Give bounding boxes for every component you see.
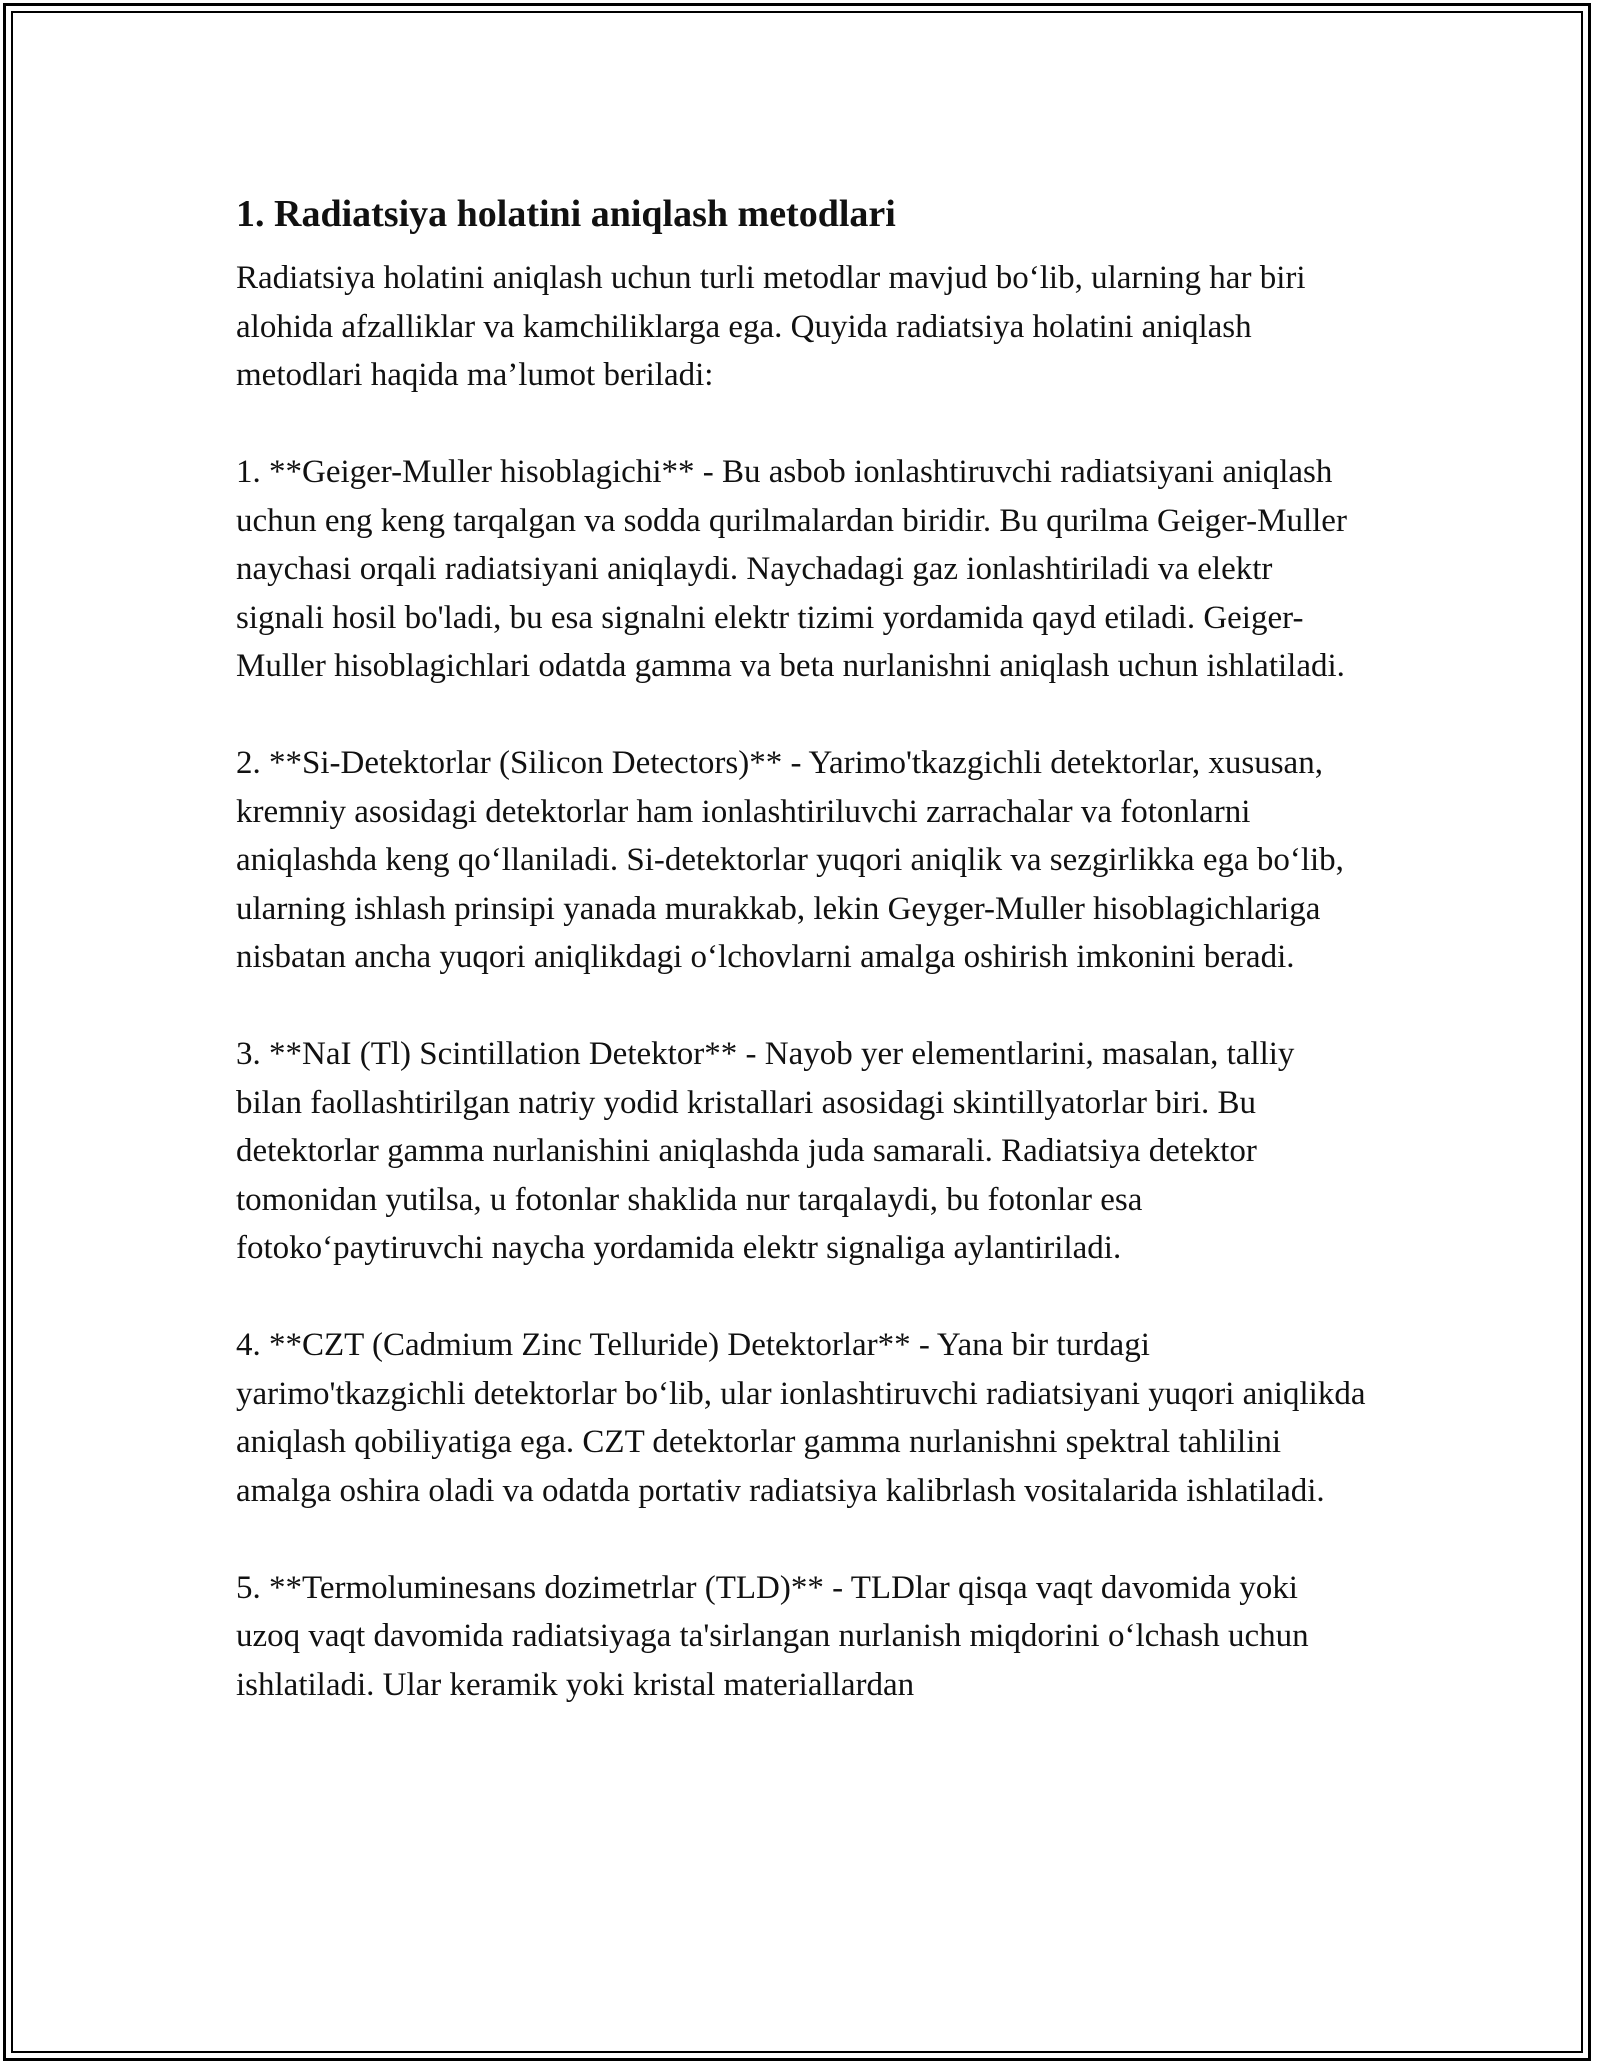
document-body bbox=[236, 186, 1366, 1709]
intro-paragraph: Radiatsiya holatini aniqlash uchun turli metodlar mavjud bo‘lib, ularning har biri alohida afzalliklar va kamchiliklarga ega. Quyida radiatsiya holatini aniqlash metodlari haqida ma’lumot beriladi: bbox=[236, 260, 1306, 393]
method-item-si-detectors: 2. **Si-Detektorlar (Silicon Detectors)** - Yarimo'tkazgichli detektorlar, xususan, kremniy asosidagi detektorlar ham ionlashtiriluvchi zarrachalar va fotonlarni aniqlashda keng qo‘llaniladi. Si-detektorlar yuqori aniqlik va sezgirlikka ega bo‘lib, ularning ishlash prinsipi yanada murakkab, lekin Geyger-Muller hisoblagichlariga nisbatan ancha yuqori aniqlikdagi o‘lchovlarni amalga oshirish imkonini beradi. bbox=[236, 745, 1344, 975]
method-item-czt-detectors: 4. **CZT (Cadmium Zinc Telluride) Detektorlar** - Yana bir turdagi yarimo'tkazgichli detektorlar bo‘lib, ular ionlashtiruvchi radiatsiyani yuqori aniqlikda aniqlash qobiliyatiga ega. CZT detektorlar gamma nurlanishni spektral tahlilini amalga oshira oladi va odatda portativ radiatsiya kalibrlash vositalarida ishlatiladi. bbox=[236, 1327, 1366, 1509]
method-item-geiger-muller: 1. **Geiger-Muller hisoblagichi** - Bu asbob ionlashtiruvchi radiatsiyani aniqlash uchun eng keng tarqalgan va sodda qurilmalardan biridir. Bu qurilma Geiger-Muller naychasi orqali radiatsiyani aniqlaydi. Naychadagi gaz ionlashtiriladi va elektr signali hosil bo'ladi, bu esa signalni elektr tizimi yordamida qayd etiladi. Geiger-Muller hisoblagichlari odatda gamma va beta nurlanishni aniqlash uchun ishlatiladi. bbox=[236, 454, 1347, 684]
method-item-tld-dosimeters: 5. **Termoluminesans dozimetrlar (TLD)** - TLDlar qisqa vaqt davomida yoki uzoq vaqt davomida radiatsiyaga ta'sirlangan nurlanish miqdorini o‘lchash uchun ishlatiladi. Ular keramik yoki kristal materiallardan bbox=[236, 1569, 1309, 1703]
section-heading: 1. Radiatsiya holatini aniqlash metodlari bbox=[236, 193, 896, 235]
method-item-nai-scintillation: 3. **NaI (Tl) Scintillation Detektor** - Nayob yer elementlarini, masalan, talliy bilan faollashtirilgan natriy yodid kristallari asosidagi skintillyatorlar biri. Bu detektorlar gamma nurlanishini aniqlashda juda samarali. Radiatsiya detektor tomonidan yutilsa, u fotonlar shaklida nur tarqalaydi, bu fotonlar esa fotoko‘paytiruvchi naycha yordamida elektr signaliga aylantiriladi. bbox=[236, 1036, 1295, 1266]
